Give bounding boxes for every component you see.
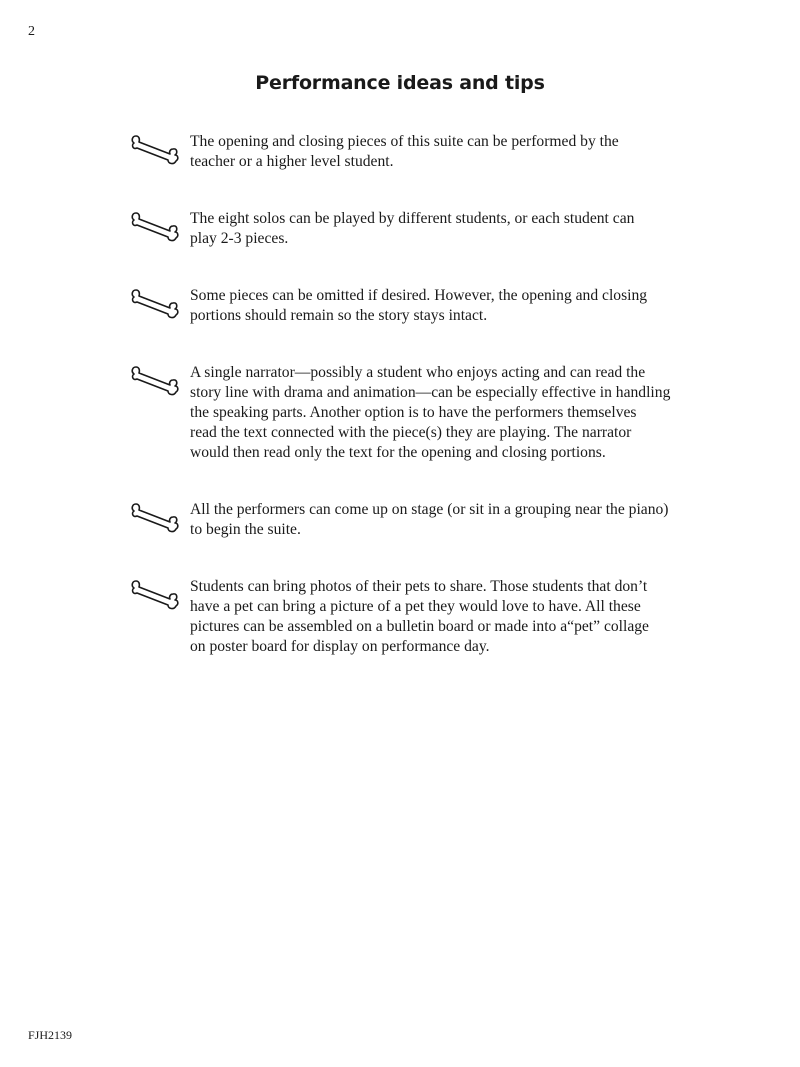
- bone-icon: [130, 209, 180, 243]
- tip-text: Students can bring photos of their pets to share. Those students that don’t have a pet can bring a picture of a pet they would love to have. All these pictures can be assembled on a bulletin board or made into a“pet” collage on poster board for display on performance day.: [190, 578, 649, 655]
- tip-item: [130, 577, 690, 657]
- tip-item: [130, 286, 690, 326]
- page-number: 2: [28, 24, 35, 39]
- tips-list: [130, 132, 690, 694]
- tip-item: [130, 500, 690, 540]
- page-title: Performance ideas and tips: [255, 72, 545, 94]
- bone-icon: [130, 500, 180, 534]
- bone-icon: [130, 132, 180, 166]
- tip-text: The opening and closing pieces of this suite can be performed by the teacher or a higher level student.: [190, 133, 619, 170]
- bone-icon: [130, 363, 180, 397]
- tip-text: The eight solos can be played by different students, or each student can play 2-3 pieces.: [190, 210, 635, 247]
- footer-code: FJH2139: [28, 1028, 73, 1042]
- tip-item: [130, 363, 690, 463]
- tip-text: A single narrator—possibly a student who enjoys acting and can read the story line with drama and animation—can be especially effective in handling the speaking parts. Another option is to have the performers themselves read the text connected with the piece(s) they are playing. The narrator would then read only the text for the opening and closing portions.: [190, 364, 671, 461]
- tip-item: [130, 209, 690, 249]
- tip-text: Some pieces can be omitted if desired. However, the opening and closing portions should remain so the story stays intact.: [190, 287, 648, 324]
- bone-icon: [130, 286, 180, 320]
- tip-text: All the performers can come up on stage (or sit in a grouping near the piano) to begin the suite.: [190, 501, 669, 538]
- tip-item: [130, 132, 690, 172]
- bone-icon: [130, 577, 180, 611]
